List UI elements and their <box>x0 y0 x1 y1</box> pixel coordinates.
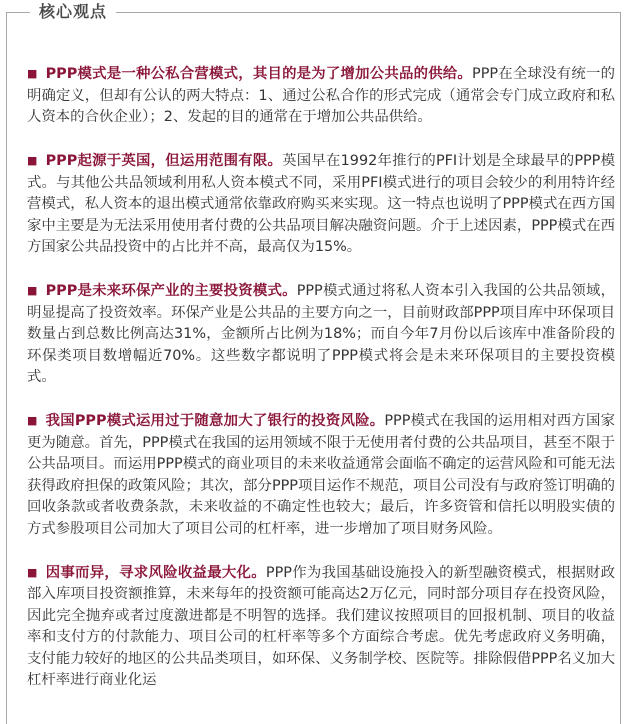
key-point-heading: 因事而异，寻求风险收益最大化。 <box>45 564 266 581</box>
bullet-icon: ■ <box>27 284 38 297</box>
key-point-4 <box>27 410 615 540</box>
key-point-5 <box>27 562 615 692</box>
key-point-2 <box>27 150 615 259</box>
section-title-wrap <box>30 0 116 24</box>
key-point-body: PPP在全球没有统一的明确定义，但却有公认的两大特点：1、通过公私合作的形式完成（通常会专门成立政府和私人资本的合伙企业）；2、发起的目的通常在于增加公共品供给。 <box>27 66 615 125</box>
bullet-icon: ■ <box>27 154 38 167</box>
section-title: 核心观点 <box>39 2 108 21</box>
key-point-body: 英国早在1992年推行的PFI计划是全球最早的PPP模式。与其他公共品领域利用私人资本模式不同，采用PFI模式进行的项目会较少的利用特许经营模式，私人资本的退出模式通常依靠政府购买来实现。这一特点也说明了PPP模式在西方国家中主要是为无法采用使用者付费的公共品项目解决融资问题。介于上述因素，PPP模式在西方国家公共品投资中的占比并不高，最高仅为15%。 <box>27 153 615 255</box>
key-point-heading: PPP起源于英国，但运用范围有限。 <box>45 153 283 169</box>
key-point-body: PPP模式通过将私人资本引入我国的公共品领域，明显提高了投资效率。环保产业是公共品的主要方向之一，目前财政部PPP项目库中环保项目数量占到总数比例高达31%，金额所占比例为18%；而自今年7月份以后该库中准备阶段的环保类项目数增幅近70%。这些数字都说明了PPP模式将会是未来环保项目的主要投资模式。 <box>27 283 615 385</box>
bullet-icon: ■ <box>27 414 38 427</box>
key-point-heading: PPP模式是一种公私合营模式，其目的是为了增加公共品的供给。 <box>45 66 473 82</box>
key-point-heading: 我国PPP模式运用过于随意加大了银行的投资风险。 <box>45 413 385 429</box>
bullet-icon: ■ <box>27 565 38 579</box>
key-point-body: PPP作为我国基础设施投入的新型融资模式，根据财政部入库项目投资额推算，未来每年的投资额可能高达2万亿元，同时部分项目存在投资风险，因此完全抛弃或者过度激进都是不明智的选择。我们建议按照项目的回报机制、项目的收益率和支付方的付款能力、项目公司的杠杆率等多个方面综合考虑。优先考虑政府义务明确，支付能力较好的地区的公共品类项目，如环保、义务制学校、医院等。排除假借PPP名义加大杠杆率进行商业化运 <box>27 564 615 688</box>
key-point-body: PPP模式在我国的运用相对西方国家更为随意。首先，PPP模式在我国的运用领域不限于无使用者付费的公共品项目，甚至不限于公共品项目。而运用PPP模式的商业项目的未来收益通常会面临不确定的运营风险和可能无法获得政府担保的政策风险；其次，部分PPP项目运作不规范，项目公司没有与政府签订明确的回收条款或者收费条款，未来收益的不确定性也较大；最后，许多资管和信托以明股实债的方式参股项目公司加大了项目公司的杠杆率，进一步增加了项目财务风险。 <box>27 413 615 537</box>
key-points-content <box>27 63 615 713</box>
key-point-3 <box>27 280 615 389</box>
bullet-icon: ■ <box>27 67 38 80</box>
key-point-1 <box>27 63 615 129</box>
key-point-heading: PPP是未来环保产业的主要投资模式。 <box>45 283 297 299</box>
